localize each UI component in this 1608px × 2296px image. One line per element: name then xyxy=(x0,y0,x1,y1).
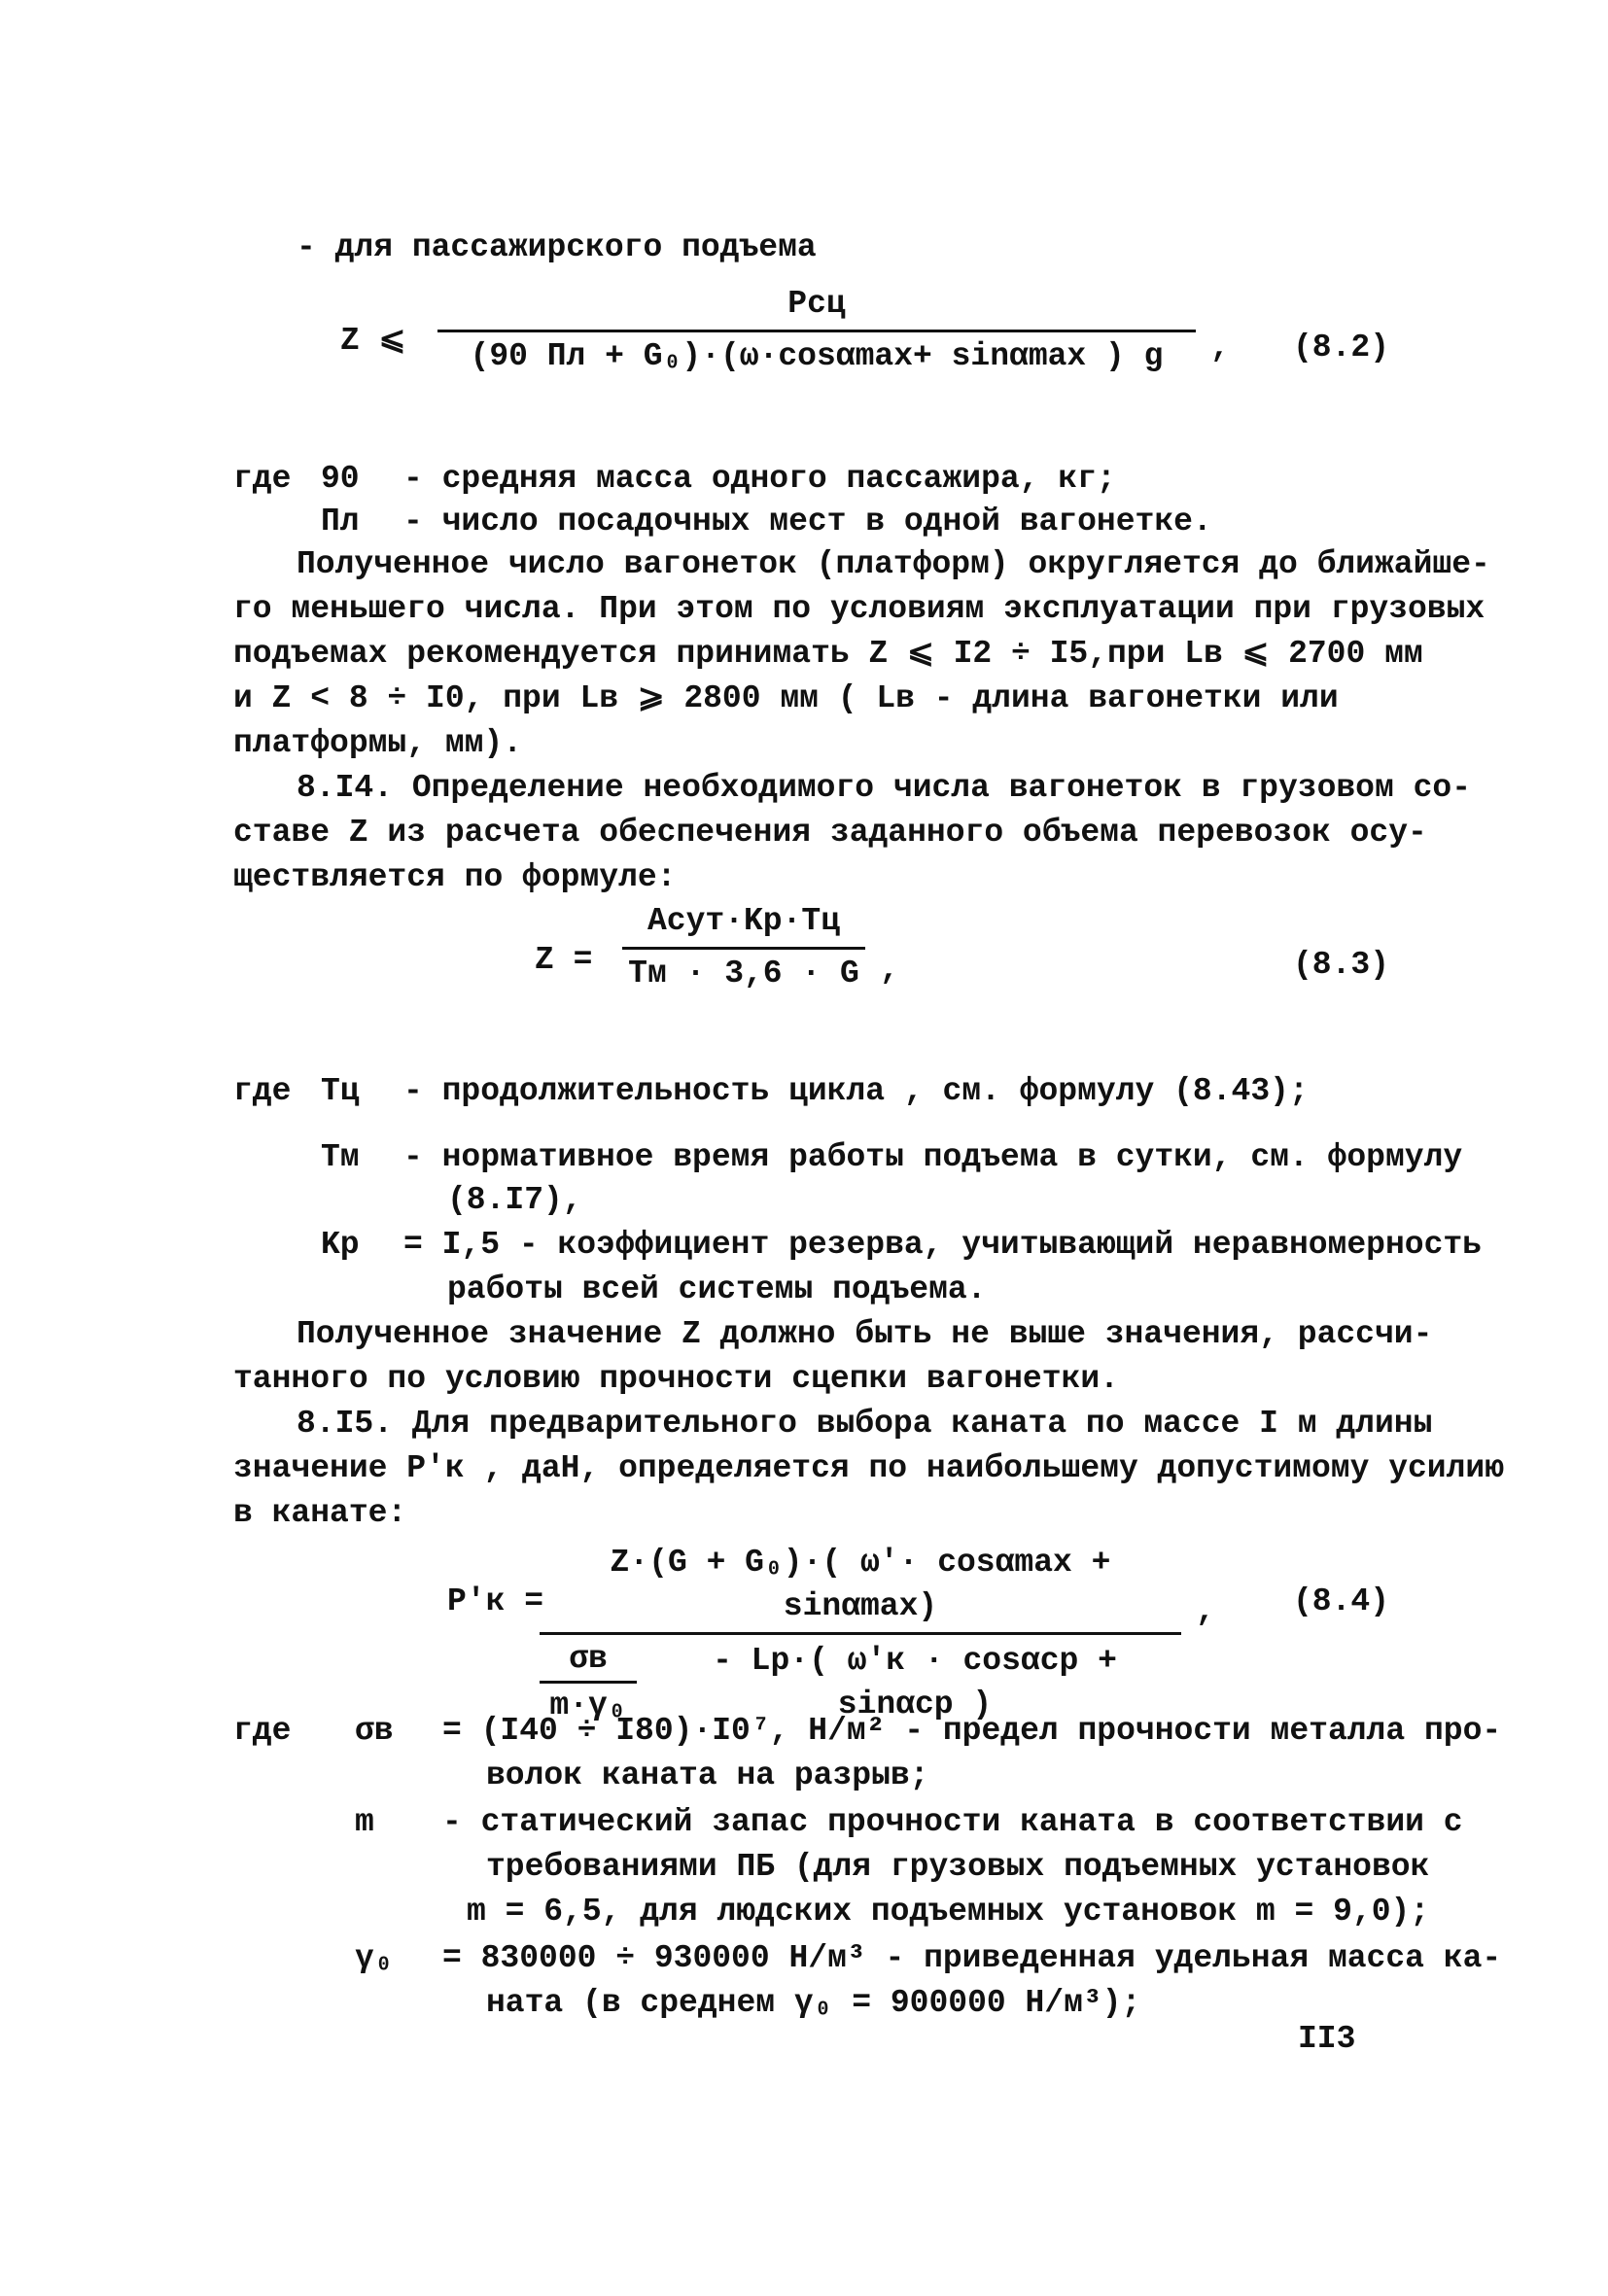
eq-8-4-numerator: Z·(G + G₀)·( ω'· cosαmax + sinαmax) xyxy=(610,1545,1111,1624)
where-description: работы всей системы подъема. xyxy=(447,1271,987,1307)
fraction-bar xyxy=(540,1632,1181,1635)
eq-8-4-denominator-rest: - Lр·( ω'к · cosαср + sinαср ) xyxy=(713,1642,1117,1722)
where-symbol: Tц xyxy=(321,1073,360,1109)
eq-8-3-lhs: Z = xyxy=(535,942,593,978)
eq-8-4-label: (8.4) xyxy=(1293,1583,1390,1619)
eq-8-2-lhs: Z ⩽ xyxy=(340,323,406,359)
where-symbol: Пл xyxy=(321,504,360,539)
text-line: ставе Z из расчета обеспечения заданного объема перевозок осу- xyxy=(233,815,1427,851)
eq-8-3-numerator: Aсут·Kр·Tц xyxy=(647,903,841,939)
where-symbol: Kр xyxy=(321,1227,360,1263)
eq-8-4-inner-numerator: σв xyxy=(569,1641,608,1677)
where-description: (8.I7), xyxy=(447,1182,582,1218)
where-symbol: 90 xyxy=(321,461,360,497)
eq-8-3-comma: , xyxy=(880,952,899,988)
eq-8-2-numerator: Pсц xyxy=(787,286,846,322)
where-lead: где xyxy=(233,1073,292,1109)
where-description: = 830000 ÷ 930000 Н/м³ - приведенная удельная масса ка- xyxy=(442,1940,1502,1976)
text-line: платформы, мм). xyxy=(233,725,523,761)
text-line: 8.I4. Определение необходимого числа вагонеток в грузовом со- xyxy=(297,770,1471,806)
where-description: - статический запас прочности каната в соответствии с xyxy=(442,1804,1463,1840)
eq-8-4-fraction xyxy=(540,1541,1181,1727)
text-line: танного по условию прочности сцепки вагонетки. xyxy=(233,1361,1119,1397)
text-line: в канате: xyxy=(233,1495,407,1531)
text-line: го меньшего числа. При этом по условиям эксплуатации при грузовых xyxy=(233,591,1486,627)
text-line: 8.I5. Для предварительного выбора каната по массе I м длины xyxy=(297,1406,1433,1442)
text-line: и Z < 8 ÷ I0, при Lв ⩾ 2800 мм ( Lв - длина вагонетки или xyxy=(233,680,1339,716)
where-lead: где xyxy=(233,1713,292,1749)
where-description: = I,5 - коэффициент резерва, учитывающий неравномерность xyxy=(403,1227,1482,1263)
where-description: волок каната на разрыв; xyxy=(486,1757,929,1793)
eq-8-4-inner-denominator: m·γ₀ xyxy=(549,1687,627,1723)
text-line: ществляется по формуле: xyxy=(233,859,677,895)
eq-8-4-lhs: P'к = xyxy=(447,1583,544,1619)
text-line: Полученное значение Z должно быть не выше значения, рассчи- xyxy=(297,1316,1433,1352)
where-description: - средняя масса одного пассажира, кг; xyxy=(403,461,1116,497)
where-lead: где xyxy=(233,461,292,497)
where-description: - продолжительность цикла , см. формулу (8.43); xyxy=(403,1073,1309,1109)
where-description: = (I40 ÷ I80)·I0⁷, Н/м² - предел прочности металла про- xyxy=(442,1713,1502,1749)
text-line: подъемах рекомендуется принимать Z ⩽ I2 ÷ I5,при Lв ⩽ 2700 мм xyxy=(233,636,1423,672)
where-symbol: m xyxy=(355,1804,374,1840)
where-description: ната (в среднем γ₀ = 900000 Н/м³); xyxy=(486,1985,1141,2021)
eq-8-3-fraction xyxy=(622,899,865,995)
fraction-bar xyxy=(622,947,865,950)
text-line: Полученное число вагонеток (платформ) округляется до ближайше- xyxy=(297,546,1490,582)
fraction-bar xyxy=(437,330,1196,332)
eq-8-3-denominator: Tм · 3,6 · G xyxy=(628,956,859,991)
eq-8-3-label: (8.3) xyxy=(1293,947,1390,983)
text-line: значение P'к , даН, определяется по наибольшему допустимому усилию xyxy=(233,1450,1505,1486)
where-description: требованиями ПБ (для грузовых подъемных установок xyxy=(486,1849,1430,1885)
where-symbol: Tм xyxy=(321,1139,360,1175)
where-symbol: γ₀ xyxy=(355,1940,394,1976)
page-number: II3 xyxy=(1298,2021,1356,2057)
where-symbol: σв xyxy=(355,1713,394,1749)
eq-8-2-label: (8.2) xyxy=(1293,330,1390,365)
where-description: m = 6,5, для людских подъемных установок m = 9,0); xyxy=(467,1894,1430,1930)
eq-8-2-denominator: (90 Пл + G₀)·(ω·cosαmax+ sinαmax ) g xyxy=(470,338,1164,374)
eq-8-4-comma: , xyxy=(1196,1593,1215,1629)
eq-8-2-fraction xyxy=(437,282,1196,378)
where-description: - число посадочных мест в одной вагонетке. xyxy=(403,504,1212,539)
where-description: - нормативное время работы подъема в сутки, см. формулу xyxy=(403,1139,1463,1175)
eq-8-2-comma: , xyxy=(1210,330,1230,365)
intro-line: - для пассажирского подъема xyxy=(297,229,817,265)
